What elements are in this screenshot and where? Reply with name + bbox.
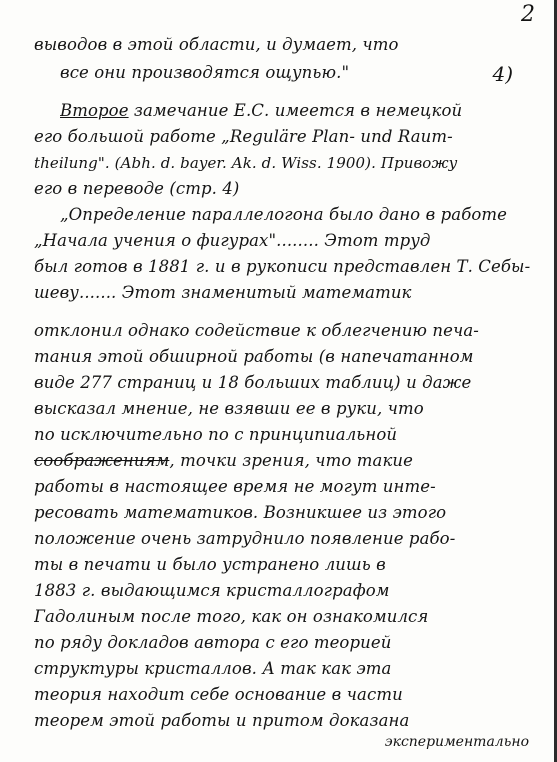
text-line: ты в печати и было устранено лишь в [34,555,386,574]
inserted-word: экспериментально [384,734,529,750]
text-line: его в переводе (стр. 4) [34,179,240,198]
text-line: работы в настоящее время не могут инте- [34,477,436,496]
text-line: шеву....... Этот знаменитый математик [34,283,412,302]
line-rest: , точки зрения, что такие [169,451,414,470]
text-line: виде 277 страниц и 18 больших таблиц) и даже [34,373,472,392]
text-line: его большой работе „Reguläre Plan- und Raum- [34,127,453,146]
line-rest: замечание Е.С. имеется в немецкой [128,101,463,120]
page-number: 2 [521,2,535,27]
text-line [60,100,534,122]
text-line: теория находит себе основание в части [34,685,403,704]
text-line: положение очень затруднило появление рабо- [34,529,456,548]
text-line: выводов в этой области, и думает, что [34,35,399,54]
text-line: theilung". (Abh. d. bayer. Ak. d. Wiss. 1900). Привожу [34,154,458,172]
text-line: 1883 г. выдающимся кристаллографом [34,581,390,600]
text-line: „Начала учения о фигурах"........ Этот труд [34,231,431,250]
text-line: Гадолиным после того, как он ознакомился [34,607,429,626]
text-line: теорем этой работы и притом доказана [34,711,410,730]
text-line: по исключительно по с принципиальной [34,425,398,444]
text-line: все они производятся ощупью." [60,63,350,82]
text-line: высказал мнение, не взявши ее в руки, что [34,399,424,418]
text-line: „Определение параллелогона было дано в работе [60,205,508,224]
text-line: отклонил однако содействие к облегчению печа- [34,321,479,340]
text-line: тания этой обширной работы (в напечатанном [34,347,474,366]
underlined-word: Второе [60,101,129,120]
text-line: по ряду докладов автора с его теорией [34,633,392,652]
crossed-word: соображениям [34,451,170,470]
text-line [34,450,534,472]
margin-mark: 4) [492,62,513,86]
text-line: был готов в 1881 г. и в рукописи представлен Т. Себы- [34,257,531,276]
text-line: структуры кристаллов. А так как эта [34,659,392,678]
text-line: ресовать математиков. Возникшее из этого [34,503,447,522]
